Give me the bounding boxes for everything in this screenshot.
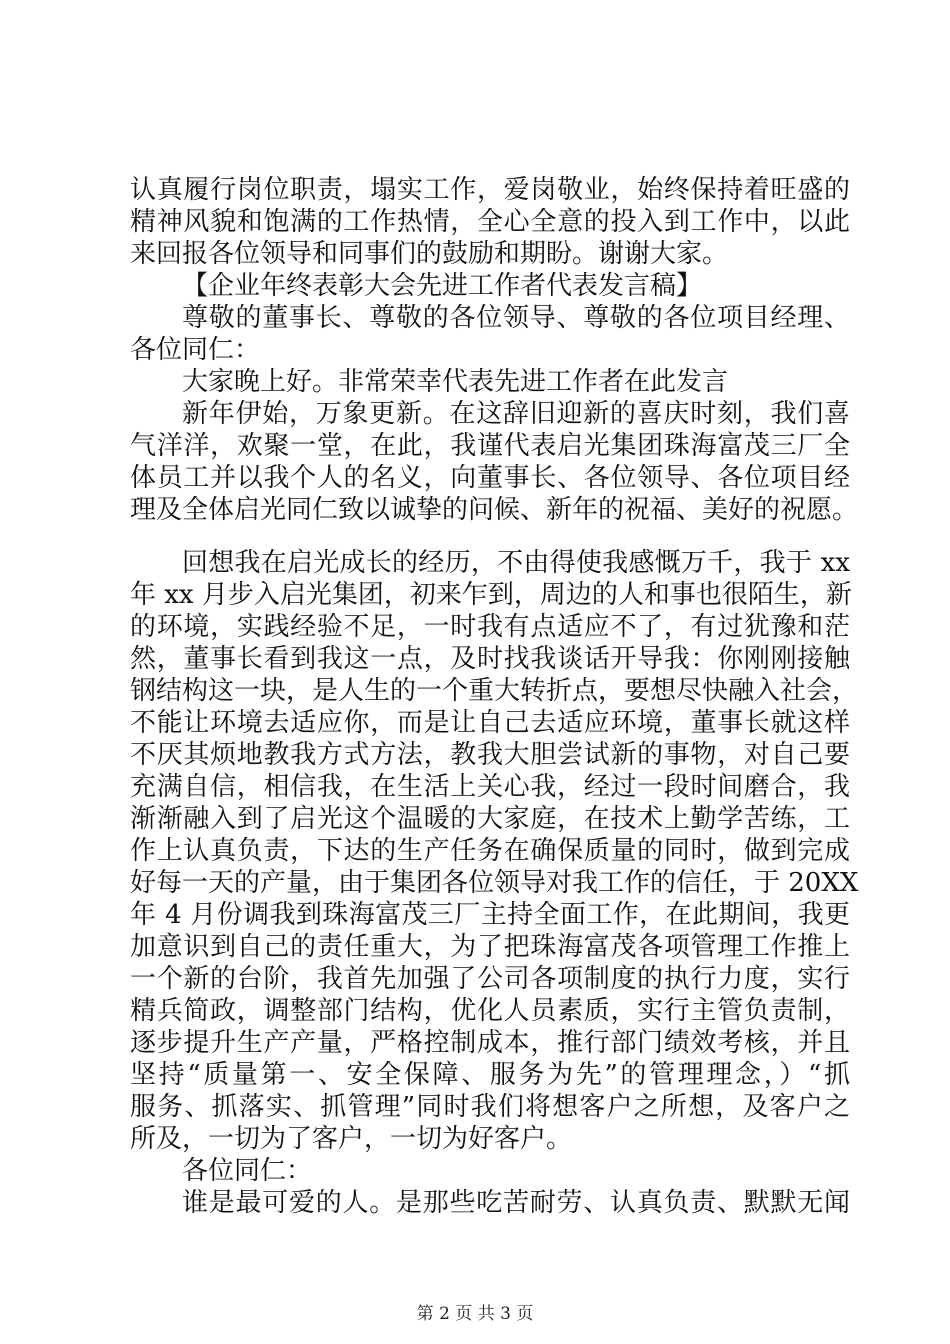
body-text-line: 不厌其烦地教我方式方法，教我大胆尝试新的事物，对自己要 [130,740,850,770]
body-text-line: 气洋洋，欢聚一堂，在此，我谨代表启光集团珠海富茂三厂全 [130,431,850,461]
body-text-line: 年 4 月份调我到珠海富茂三厂主持全面工作，在此期间，我更 [130,900,850,930]
body-text-line: 精神风貌和饱满的工作热情，全心全意的投入到工作中，以此 [130,207,850,237]
body-text-line: 回想我在启光成长的经历，不由得使我感慨万千，我于 xx [182,548,850,578]
section-heading: 【企业年终表彰大会先进工作者代表发言稿】 [182,271,703,301]
body-text-line: 谁是最可爱的人。是那些吃苦耐劳、认真负责、默默无闻 [182,1188,850,1218]
body-text-line: 充满自信，相信我，在生活上关心我，经过一段时间磨合，我 [130,772,850,802]
body-text-line: 好每一天的产量，由于集团各位领导对我工作的信任，于 20XX [130,868,859,898]
body-text-line: 坚持“质量第一、安全保障、服务为先”的管理理念，）“抓 [130,1060,850,1090]
body-text-line: 逐步提升生产产量，严格控制成本，推行部门绩效考核，并且 [130,1028,850,1058]
greeting-line: 大家晚上好。非常荣幸代表先进工作者在此发言 [182,367,729,397]
body-text-line: 年 xx 月步入启光集团，初来乍到，周边的人和事也很陌生，新 [130,580,852,610]
salutation-line: 尊敬的董事长、尊敬的各位领导、尊敬的各位项目经理、 [182,303,850,333]
body-text-line: 理及全体启光同仁致以诚挚的问候、新年的祝福、美好的祝愿。 [130,495,859,525]
body-text-line: 钢结构这一块，是人生的一个重大转折点，要想尽快融入社会， [130,676,859,706]
body-text-line: 服务、抓落实、抓管理”同时我们将想客户之所想，及客户之 [130,1092,850,1122]
body-text-line: 认真履行岗位职责，塌实工作，爱岗敬业，始终保持着旺盛的 [130,175,850,205]
body-text-line: 来回报各位领导和同事们的鼓励和期盼。谢谢大家。 [130,239,729,269]
body-text-line: 加意识到自己的责任重大，为了把珠海富茂各项管理工作推上 [130,932,850,962]
body-text-line: 然，董事长看到我这一点，及时找我谈话开导我：你刚刚接触 [130,644,850,674]
body-text-line: 一个新的台阶，我首先加强了公司各项制度的执行力度，实行 [130,964,850,994]
body-text-line: 体员工并以我个人的名义，向董事长、各位领导、各位项目经 [130,463,850,493]
body-text-line: 不能让环境去适应你，而是让自己去适应环境，董事长就这样 [130,708,850,738]
body-text-line: 的环境，实践经验不足，一时我有点适应不了，有过犹豫和茫 [130,612,850,642]
page-number-footer: 第 2 页 共 3 页 [416,1304,534,1324]
body-text-line: 精兵简政，调整部门结构，优化人员素质，实行主管负责制， [130,996,850,1026]
salutation-line: 各位同仁： [182,1156,313,1186]
body-text-line: 作上认真负责，下达的生产任务在确保质量的同时，做到完成 [130,836,850,866]
body-text-line: 新年伊始，万象更新。在这辞旧迎新的喜庆时刻，我们喜 [182,399,850,429]
body-text-line: 渐渐融入到了启光这个温暖的大家庭，在技术上勤学苦练，工 [130,804,850,834]
body-text-line: 所及，一切为了客户，一切为好客户。 [130,1124,573,1154]
salutation-line: 各位同仁： [130,335,261,365]
